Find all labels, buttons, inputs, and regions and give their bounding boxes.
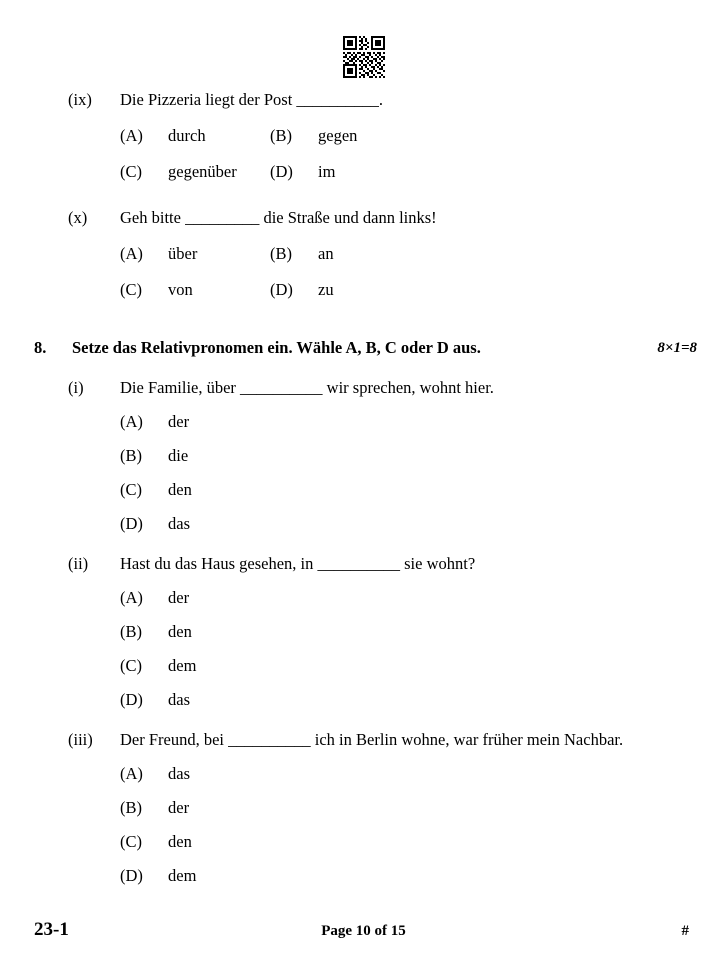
- option-ii-d[interactable]: [0, 688, 727, 712]
- option-iii-c-key: (C): [120, 832, 142, 851]
- option-iii-b-key: (B): [120, 798, 142, 817]
- option-ii-a-key: (A): [120, 588, 143, 607]
- option-x-b-value: an: [318, 244, 334, 263]
- question-x-options-row-1: [0, 242, 727, 266]
- paper-code: 23-1: [34, 919, 69, 940]
- question-ix-options-row-1: [0, 124, 727, 148]
- question-ii-label: (ii): [68, 554, 89, 573]
- section-number: 8.: [34, 338, 47, 357]
- option-i-c[interactable]: [0, 478, 727, 502]
- question-ix-options-row-2: [0, 160, 727, 184]
- question-x-label: (x): [68, 208, 88, 227]
- option-ix-a-key: (A): [120, 126, 143, 145]
- option-ix-c-key: (C): [120, 162, 142, 181]
- page-content: [0, 88, 727, 888]
- section-title: Setze das Relativpronomen ein. Wähle A, B, C oder D aus.: [72, 338, 481, 357]
- option-ii-c-value: dem: [168, 656, 197, 675]
- option-iii-b-value: der: [168, 798, 190, 817]
- spacer: [0, 536, 727, 552]
- question-ix-text: Die Pizzeria liegt der Post __________.: [120, 90, 384, 109]
- option-ii-a-value: der: [168, 588, 190, 607]
- option-i-a-value: der: [168, 412, 190, 431]
- option-iii-d[interactable]: [0, 864, 727, 888]
- option-i-b-value: die: [168, 446, 189, 465]
- option-x-b[interactable]: [270, 242, 550, 266]
- question-iii: [0, 728, 727, 752]
- option-x-c[interactable]: [0, 278, 270, 302]
- option-ix-c-value: gegenüber: [168, 162, 237, 181]
- question-ii: [0, 552, 727, 576]
- option-ix-a[interactable]: [0, 124, 270, 148]
- question-i: [0, 376, 727, 400]
- option-ix-c[interactable]: [0, 160, 270, 184]
- option-x-d-value: zu: [318, 280, 334, 299]
- option-i-c-value: den: [168, 480, 192, 499]
- question-iii-label: (iii): [68, 730, 93, 749]
- option-i-d-value: das: [168, 514, 190, 533]
- option-ix-b[interactable]: [270, 124, 550, 148]
- option-ii-b-key: (B): [120, 622, 142, 641]
- option-i-c-key: (C): [120, 480, 142, 499]
- question-ix-label: (ix): [68, 90, 92, 109]
- section-marks: 8×1=8: [657, 340, 697, 356]
- question-x-options-row-2: [0, 278, 727, 302]
- option-ix-d[interactable]: [270, 160, 550, 184]
- option-ii-c[interactable]: [0, 654, 727, 678]
- option-iii-d-key: (D): [120, 866, 143, 885]
- option-x-c-key: (C): [120, 280, 142, 299]
- question-iii-text: Der Freund, bei __________ ich in Berlin wohne, war früher mein Nachbar.: [120, 730, 624, 749]
- option-i-d[interactable]: [0, 512, 727, 536]
- page-footer: [0, 919, 727, 941]
- question-i-text: Die Familie, über __________ wir sprechen, wohnt hier.: [120, 378, 494, 397]
- question-ii-text: Hast du das Haus gesehen, in __________ sie wohnt?: [120, 554, 476, 573]
- spacer: [0, 360, 727, 376]
- option-ix-d-key: (D): [270, 162, 293, 181]
- option-ii-b-value: den: [168, 622, 192, 641]
- option-iii-d-value: dem: [168, 866, 197, 885]
- option-iii-a[interactable]: [0, 762, 727, 786]
- footer-mark: #: [681, 923, 689, 939]
- option-iii-a-key: (A): [120, 764, 143, 783]
- option-x-c-value: von: [168, 280, 193, 299]
- section-heading: [0, 336, 727, 360]
- question-x-text: Geh bitte _________ die Straße und dann links!: [120, 208, 437, 227]
- option-i-a[interactable]: [0, 410, 727, 434]
- option-ii-c-key: (C): [120, 656, 142, 675]
- option-ii-d-key: (D): [120, 690, 143, 709]
- option-x-d[interactable]: [270, 278, 550, 302]
- option-i-b-key: (B): [120, 446, 142, 465]
- option-iii-c-value: den: [168, 832, 192, 851]
- question-ix: [0, 88, 727, 112]
- qr-code-icon: [343, 36, 385, 78]
- option-i-a-key: (A): [120, 412, 143, 431]
- option-ix-b-key: (B): [270, 126, 292, 145]
- option-ix-b-value: gegen: [318, 126, 358, 145]
- spacer: [0, 712, 727, 728]
- option-ii-b[interactable]: [0, 620, 727, 644]
- option-x-a-value: über: [168, 244, 198, 263]
- option-ii-a[interactable]: [0, 586, 727, 610]
- option-i-d-key: (D): [120, 514, 143, 533]
- option-iii-a-value: das: [168, 764, 190, 783]
- option-i-b[interactable]: [0, 444, 727, 468]
- page-number: Page 10 of 15: [321, 923, 406, 939]
- option-x-b-key: (B): [270, 244, 292, 263]
- option-ix-d-value: im: [318, 162, 336, 181]
- qr-code-wrapper: [0, 36, 727, 78]
- option-x-d-key: (D): [270, 280, 293, 299]
- option-ix-a-value: durch: [168, 126, 206, 145]
- option-ii-d-value: das: [168, 690, 190, 709]
- option-iii-b[interactable]: [0, 796, 727, 820]
- question-x: [0, 206, 727, 230]
- question-i-label: (i): [68, 378, 84, 397]
- spacer: [0, 184, 727, 206]
- option-iii-c[interactable]: [0, 830, 727, 854]
- option-x-a[interactable]: [0, 242, 270, 266]
- option-x-a-key: (A): [120, 244, 143, 263]
